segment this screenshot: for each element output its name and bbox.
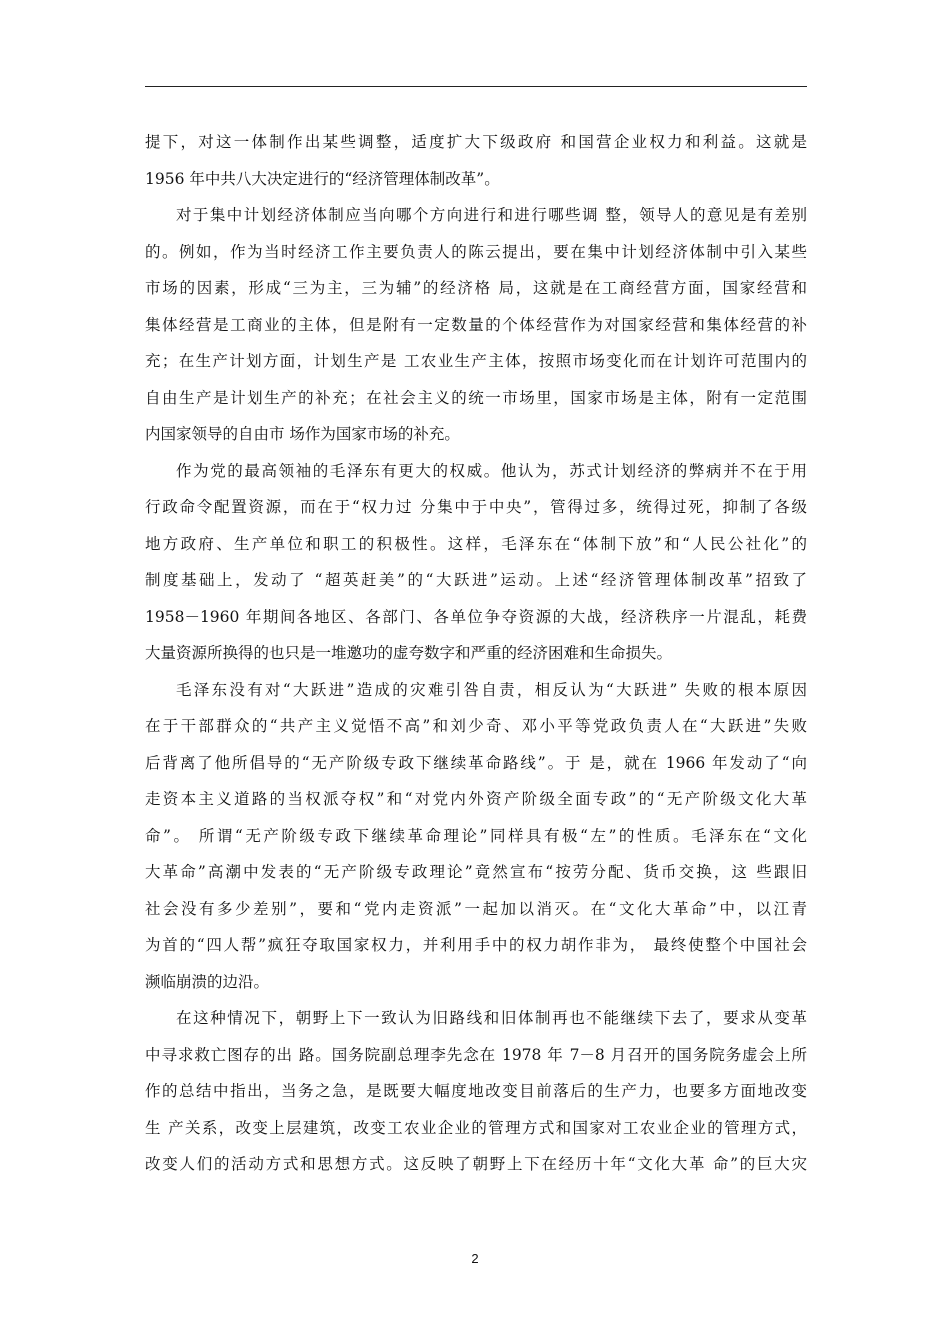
- text-line: 集体经营是工商业的主体，但是附有一定数量的个体经营作为对国家经营和集体经营的补: [145, 315, 807, 334]
- text-line: 地方政府、生产单位和职工的积极性。这样，毛泽东在“体制下放”和“人民公社化”的: [145, 534, 807, 553]
- text-line: 内国家领导的自由市 场作为国家市场的补充。: [145, 425, 460, 443]
- text-line: 大量资源所换得的也只是一堆邀功的虚夸数字和严重的经济困难和生命损失。: [145, 644, 673, 662]
- paragraph: [145, 197, 807, 453]
- paragraph: [145, 672, 807, 1001]
- text-line: 社会没有多少差别”，要和“党内走资派”一起加以消灭。在“文化大革命”中，以江青: [145, 899, 807, 918]
- text-line: 提下，对这一体制作出某些调整，适度扩大下级政府 和国营企业权力和利益。这就是: [145, 133, 807, 151]
- text-line: 作的总结中指出，当务之急，是既要大幅度地改变目前落后的生产力，也要多方面地改变: [145, 1082, 807, 1100]
- text-line: 生 产关系，改变上层建筑，改变工农业企业的管理方式和国家对工农业企业的管理方式，: [145, 1118, 807, 1137]
- text-line: 自由生产是计划生产的补充；在社会主义的统一市场里，国家市场是主体，附有一定范围: [145, 388, 807, 407]
- text-line: 的。例如，作为当时经济工作主要负责人的陈云提出，要在集中计划经济体制中引入某些: [145, 242, 807, 261]
- text-line: 充；在生产计划方面，计划生产是 工农业生产主体，按照市场变化而在计划许可范围内的: [145, 352, 807, 370]
- text-line: 制度基础上，发动了 “超英赶美”的“大跃进”运动。上述“经济管理体制改革”招致了: [145, 571, 807, 589]
- paragraph: [145, 1000, 807, 1183]
- header-rule: [145, 86, 807, 87]
- text-line: 改变人们的活动方式和思想方式。这反映了朝野上下在经历十年“文化大革 命”的巨大灾: [145, 1155, 807, 1173]
- text-line: 1958－1960 年期间各地区、各部门、各单位争夺资源的大战，经济秩序一片混乱，耗费: [145, 607, 807, 626]
- text-line: 1956 年中共八大决定进行的“经济管理体制改革”。: [145, 169, 500, 188]
- text-line: 行政命令配置资源，而在于“权力过 分集中于中央”，管得过多，统得过死，抑制了各级: [145, 498, 807, 516]
- text-line: 濒临崩溃的边沿。: [145, 972, 270, 991]
- text-line: 大革命”高潮中发表的“无产阶级专政理论”竟然宣布“按劳分配、货币交换，这 些跟旧: [145, 863, 807, 881]
- document-body: [145, 124, 807, 1183]
- text-line: 后背离了他所倡导的“无产阶级专政下继续革命路线”。于 是，就在 1966 年发动了“向: [145, 753, 807, 772]
- page-number: 2: [471, 1251, 479, 1266]
- text-line: 毛泽东没有对“大跃进”造成的灾难引咎自责，相反认为“大跃进” 失败的根本原因: [176, 680, 807, 699]
- text-line: 走资本主义道路的当权派夺权”和“对党内外资产阶级全面专政”的“无产阶级文化大革: [145, 790, 807, 808]
- text-line: 作为党的最高领袖的毛泽东有更大的权威。他认为，苏式计划经济的弊病并不在于用: [176, 461, 807, 480]
- text-line: 为首的“四人帮”疯狂夺取国家权力，并利用手中的权力胡作非为， 最终使整个中国社会: [145, 936, 807, 954]
- text-line: 中寻求救亡图存的出 路。国务院副总理李先念在 1978 年 7－8 月召开的国务院务虚会上所: [145, 1045, 807, 1064]
- text-line: 在这种情况下，朝野上下一致认为旧路线和旧体制再也不能继续下去了，要求从变革: [176, 1009, 807, 1027]
- paragraph: [145, 453, 807, 672]
- text-line: 命”。 所谓“无产阶级专政下继续革命理论”同样具有极“左”的性质。毛泽东在“文化: [145, 826, 807, 845]
- text-line: 市场的因素，形成“三为主，三为辅”的经济格 局，这就是在工商经营方面，国家经营和: [145, 279, 807, 297]
- text-line: 对于集中计划经济体制应当向哪个方向进行和进行哪些调 整，领导人的意见是有差别: [176, 206, 807, 224]
- paragraph: [145, 124, 807, 197]
- text-line: 在于干部群众的“共产主义觉悟不高”和刘少奇、邓小平等党政负责人在“大跃进”失败: [145, 717, 807, 735]
